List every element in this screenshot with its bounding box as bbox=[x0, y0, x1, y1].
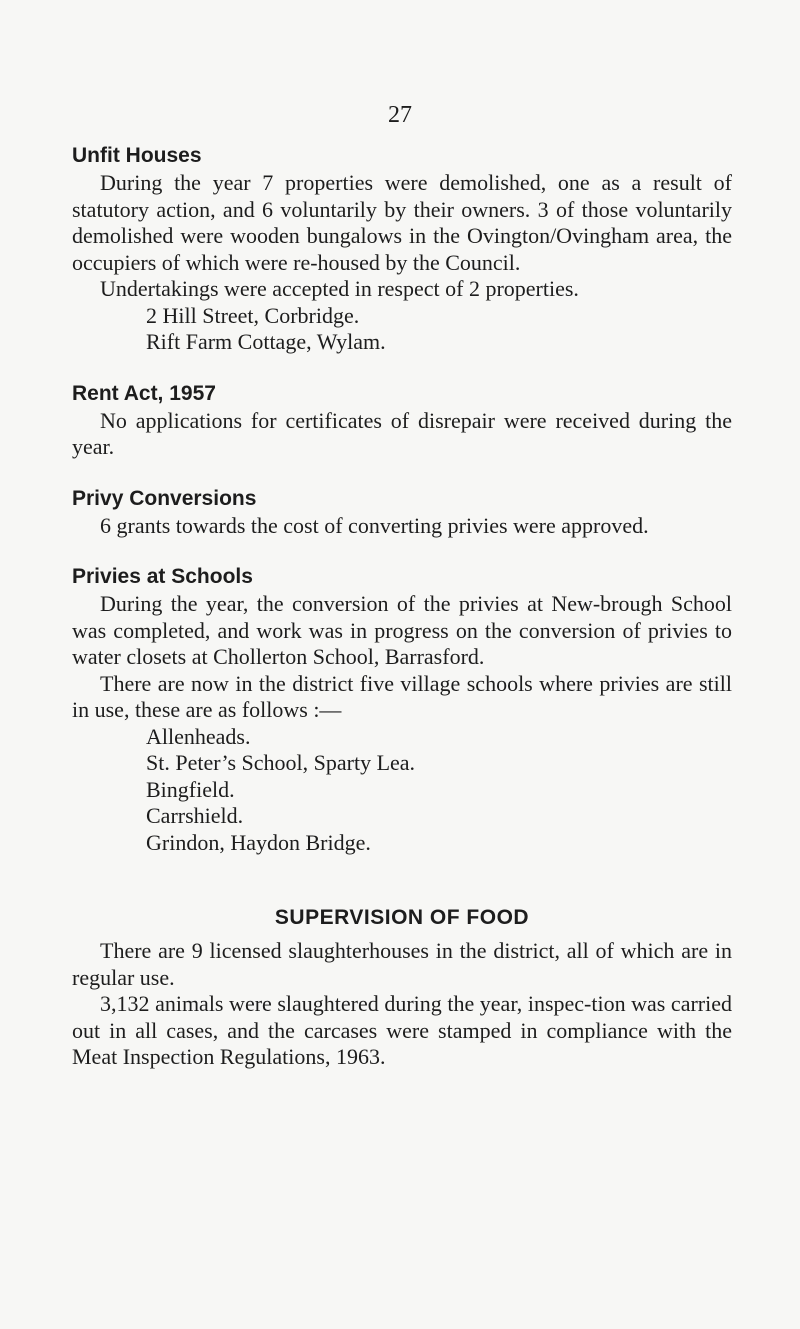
school-item: Allenheads. bbox=[146, 723, 251, 749]
section-privies-at-schools bbox=[72, 563, 732, 856]
section-rent-act bbox=[72, 380, 732, 461]
supervision-of-food-paragraph-2: 3,132 animals were slaughtered during the year, inspec-tion was carried out in all cases, and the carcases were stamped in compliance with the Meat Inspection Regulations, 1963. bbox=[72, 991, 732, 1069]
school-item: Bingfield. bbox=[146, 776, 235, 802]
supervision-of-food-paragraph-1: There are 9 licensed slaughterhouses in the district, all of which are in regular use. bbox=[72, 938, 732, 990]
page-number: 27 bbox=[388, 102, 412, 128]
section-supervision-of-food bbox=[72, 904, 732, 1071]
property-item: 2 Hill Street, Corbridge. bbox=[146, 302, 360, 328]
unfit-houses-paragraph-1: During the year 7 properties were demolished, one as a result of statutory action, and 6 voluntarily by their owners. 3 of those voluntarily demolished were wooden bungalows in the Ovington/Ovingham area, the occupiers of which were re-housed by the Council. bbox=[72, 170, 732, 275]
privies-at-schools-paragraph-1: During the year, the conversion of the privies at New-brough School was completed, and work was in progress on the conversion of privies to water closets at Chollerton School, Barrasford. bbox=[72, 591, 732, 669]
school-item: Grindon, Haydon Bridge. bbox=[146, 829, 371, 855]
section-privy-conversions bbox=[72, 485, 732, 540]
heading-privy-conversions: Privy Conversions bbox=[72, 486, 257, 510]
document-page bbox=[72, 142, 732, 1071]
school-item: St. Peter’s School, Sparty Lea. bbox=[146, 750, 416, 775]
privies-at-schools-paragraph-2: There are now in the district five village schools where privies are still in use, these are as follows :— bbox=[72, 670, 732, 722]
property-item: Rift Farm Cottage, Wylam. bbox=[146, 329, 386, 354]
section-unfit-houses bbox=[72, 142, 732, 356]
privy-conversions-paragraph: 6 grants towards the cost of converting privies were approved. bbox=[100, 512, 649, 538]
heading-unfit-houses: Unfit Houses bbox=[72, 144, 202, 167]
school-item: Carrshield. bbox=[146, 803, 244, 828]
heading-supervision-of-food: SUPERVISION OF FOOD bbox=[274, 906, 530, 929]
heading-privies-at-schools: Privies at Schools bbox=[72, 565, 253, 588]
unfit-houses-paragraph-2: Undertakings were accepted in respect of 2 properties. bbox=[100, 276, 579, 301]
heading-rent-act: Rent Act, 1957 bbox=[72, 381, 216, 405]
rent-act-paragraph: No applications for certificates of disrepair were received during the year. bbox=[72, 407, 732, 459]
